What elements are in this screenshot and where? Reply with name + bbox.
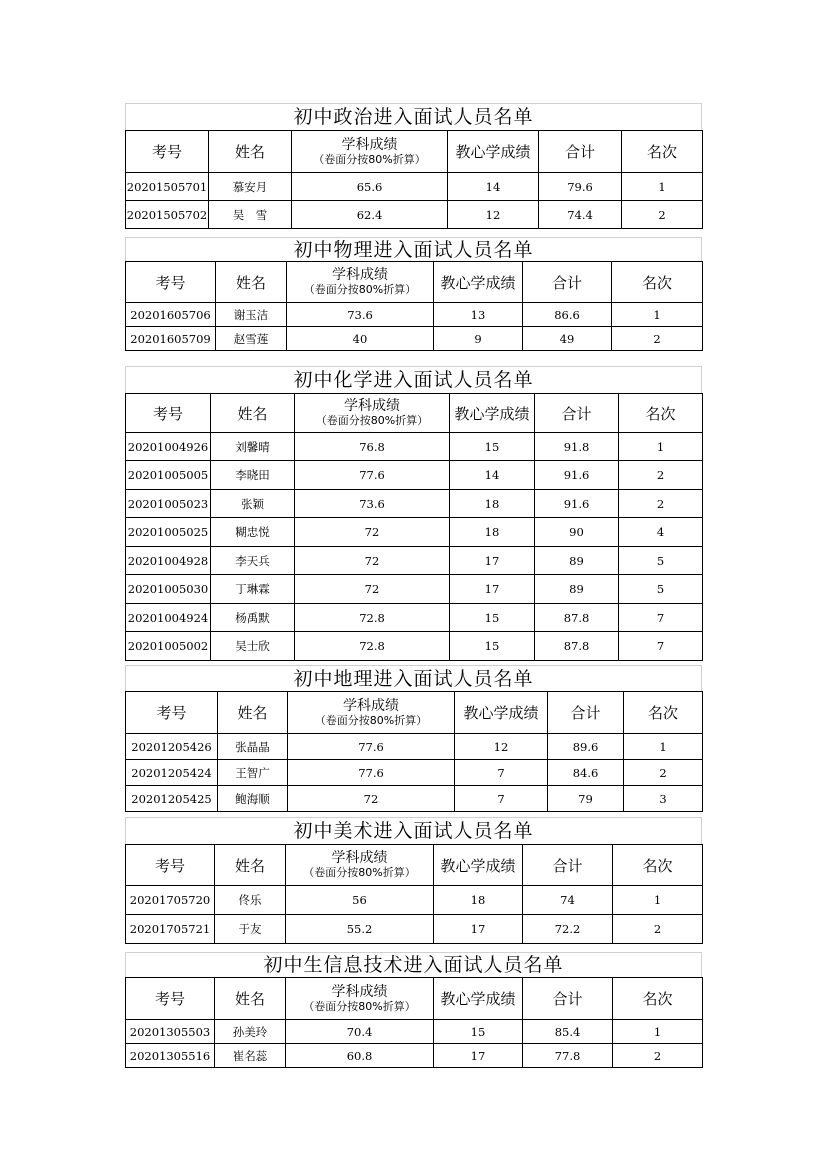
col-subject-score: 学科成绩 （卷面分按80%折算） bbox=[292, 131, 448, 173]
cell-rank: 2 bbox=[619, 490, 703, 518]
col-pedagogy: 教心学成绩 bbox=[434, 978, 523, 1020]
cell-subject-score: 65.6 bbox=[292, 173, 448, 201]
col-rank: 名次 bbox=[619, 394, 703, 433]
cell-pedagogy: 17 bbox=[434, 915, 523, 944]
header-row bbox=[126, 978, 703, 1020]
cell-id: 20201005002 bbox=[126, 632, 211, 661]
cell-name: 孙美玲 bbox=[215, 1020, 286, 1044]
cell-total: 89 bbox=[535, 547, 619, 575]
table-row bbox=[126, 490, 703, 518]
results-table bbox=[125, 691, 703, 812]
table-row bbox=[126, 518, 703, 547]
cell-rank: 1 bbox=[612, 303, 703, 327]
col-rank: 名次 bbox=[622, 131, 703, 173]
cell-total: 74.4 bbox=[539, 201, 622, 229]
table-title: 初中化学进入面试人员名单 bbox=[125, 366, 702, 394]
cell-id: 20201705721 bbox=[126, 915, 215, 944]
table-row bbox=[126, 303, 703, 327]
table-row bbox=[126, 786, 703, 812]
table-row bbox=[126, 201, 703, 229]
col-name: 姓名 bbox=[211, 394, 295, 433]
table-title: 初中政治进入面试人员名单 bbox=[125, 103, 702, 131]
cell-name: 杨禹默 bbox=[211, 604, 295, 632]
cell-id: 20201205424 bbox=[126, 760, 218, 786]
cell-name: 吴 雪 bbox=[209, 201, 292, 229]
cell-subject-score: 77.6 bbox=[288, 760, 455, 786]
table-title: 初中生信息技术进入面试人员名单 bbox=[125, 952, 702, 978]
table-row bbox=[126, 547, 703, 575]
col-name: 姓名 bbox=[209, 131, 292, 173]
cell-total: 72.2 bbox=[523, 915, 613, 944]
cell-rank: 1 bbox=[619, 433, 703, 461]
cell-name: 刘馨晴 bbox=[211, 433, 295, 461]
cell-rank: 2 bbox=[624, 760, 703, 786]
header-row bbox=[126, 262, 703, 303]
cell-name: 李天兵 bbox=[211, 547, 295, 575]
cell-total: 90 bbox=[535, 518, 619, 547]
cell-pedagogy: 18 bbox=[450, 490, 535, 518]
cell-id: 20201004926 bbox=[126, 433, 211, 461]
col-subject-score: 学科成绩 （卷面分按80%折算） bbox=[287, 262, 434, 303]
table-row bbox=[126, 760, 703, 786]
cell-pedagogy: 7 bbox=[455, 760, 548, 786]
cell-pedagogy: 7 bbox=[455, 786, 548, 812]
cell-total: 74 bbox=[523, 886, 613, 915]
cell-pedagogy: 15 bbox=[434, 1020, 523, 1044]
cell-name: 张颖 bbox=[211, 490, 295, 518]
cell-total: 85.4 bbox=[523, 1020, 613, 1044]
col-total: 合计 bbox=[535, 394, 619, 433]
cell-pedagogy: 15 bbox=[450, 632, 535, 661]
cell-id: 20201605706 bbox=[126, 303, 216, 327]
cell-total: 77.8 bbox=[523, 1044, 613, 1068]
cell-total: 79 bbox=[548, 786, 624, 812]
col-id: 考号 bbox=[126, 978, 215, 1020]
col-total: 合计 bbox=[548, 692, 624, 734]
cell-rank: 2 bbox=[612, 327, 703, 351]
table-row bbox=[126, 1020, 703, 1044]
table-row bbox=[126, 604, 703, 632]
cell-name: 于友 bbox=[215, 915, 286, 944]
col-rank: 名次 bbox=[624, 692, 703, 734]
cell-subject-score: 72 bbox=[295, 518, 450, 547]
cell-subject-score: 55.2 bbox=[286, 915, 434, 944]
header-row bbox=[126, 692, 703, 734]
cell-name: 鲍海顺 bbox=[218, 786, 288, 812]
cell-total: 87.8 bbox=[535, 632, 619, 661]
col-total: 合计 bbox=[523, 262, 612, 303]
cell-id: 20201205426 bbox=[126, 734, 218, 760]
table-title: 初中地理进入面试人员名单 bbox=[125, 665, 702, 692]
table-row bbox=[126, 915, 703, 944]
cell-name: 谢玉洁 bbox=[216, 303, 287, 327]
cell-subject-score: 73.6 bbox=[287, 303, 434, 327]
cell-subject-score: 77.6 bbox=[288, 734, 455, 760]
cell-subject-score: 72.8 bbox=[295, 632, 450, 661]
cell-pedagogy: 15 bbox=[450, 604, 535, 632]
cell-id: 20201005030 bbox=[126, 575, 211, 604]
cell-pedagogy: 17 bbox=[434, 1044, 523, 1068]
cell-name: 糊忠悦 bbox=[211, 518, 295, 547]
cell-id: 20201005005 bbox=[126, 461, 211, 490]
cell-rank: 7 bbox=[619, 604, 703, 632]
col-id: 考号 bbox=[126, 262, 216, 303]
cell-subject-score: 72.8 bbox=[295, 604, 450, 632]
col-rank: 名次 bbox=[613, 978, 703, 1020]
cell-name: 慕安月 bbox=[209, 173, 292, 201]
cell-id: 20201705720 bbox=[126, 886, 215, 915]
table-row bbox=[126, 1044, 703, 1068]
col-total: 合计 bbox=[539, 131, 622, 173]
cell-subject-score: 77.6 bbox=[295, 461, 450, 490]
col-subject-score: 学科成绩 （卷面分按80%折算） bbox=[286, 978, 434, 1020]
results-table bbox=[125, 977, 703, 1068]
col-pedagogy: 教心学成绩 bbox=[455, 692, 548, 734]
cell-pedagogy: 13 bbox=[434, 303, 523, 327]
header-row bbox=[126, 394, 703, 433]
cell-rank: 4 bbox=[619, 518, 703, 547]
cell-rank: 1 bbox=[624, 734, 703, 760]
cell-pedagogy: 18 bbox=[450, 518, 535, 547]
cell-rank: 3 bbox=[624, 786, 703, 812]
header-row bbox=[126, 131, 703, 173]
table-row bbox=[126, 327, 703, 351]
cell-subject-score: 72 bbox=[295, 575, 450, 604]
col-id: 考号 bbox=[126, 692, 218, 734]
cell-subject-score: 70.4 bbox=[286, 1020, 434, 1044]
cell-id: 20201305503 bbox=[126, 1020, 215, 1044]
cell-rank: 7 bbox=[619, 632, 703, 661]
cell-subject-score: 40 bbox=[287, 327, 434, 351]
cell-pedagogy: 17 bbox=[450, 547, 535, 575]
col-rank: 名次 bbox=[612, 262, 703, 303]
cell-name: 崔名蕊 bbox=[215, 1044, 286, 1068]
cell-name: 王智广 bbox=[218, 760, 288, 786]
cell-id: 20201505701 bbox=[126, 173, 209, 201]
cell-pedagogy: 17 bbox=[450, 575, 535, 604]
cell-rank: 1 bbox=[613, 1020, 703, 1044]
cell-id: 20201505702 bbox=[126, 201, 209, 229]
col-total: 合计 bbox=[523, 978, 613, 1020]
cell-total: 86.6 bbox=[523, 303, 612, 327]
table-row bbox=[126, 575, 703, 604]
cell-subject-score: 72 bbox=[295, 547, 450, 575]
cell-total: 49 bbox=[523, 327, 612, 351]
col-pedagogy: 教心学成绩 bbox=[434, 845, 523, 886]
col-id: 考号 bbox=[126, 394, 211, 433]
cell-rank: 2 bbox=[619, 461, 703, 490]
col-name: 姓名 bbox=[215, 845, 286, 886]
results-table bbox=[125, 261, 703, 351]
col-pedagogy: 教心学成绩 bbox=[450, 394, 535, 433]
cell-pedagogy: 18 bbox=[434, 886, 523, 915]
col-id: 考号 bbox=[126, 845, 215, 886]
cell-name: 张晶晶 bbox=[218, 734, 288, 760]
cell-name: 李晓田 bbox=[211, 461, 295, 490]
cell-name: 佟乐 bbox=[215, 886, 286, 915]
cell-total: 87.8 bbox=[535, 604, 619, 632]
col-total: 合计 bbox=[523, 845, 613, 886]
cell-rank: 1 bbox=[622, 173, 703, 201]
header-row bbox=[126, 845, 703, 886]
results-table bbox=[125, 393, 703, 661]
cell-pedagogy: 15 bbox=[450, 433, 535, 461]
col-name: 姓名 bbox=[215, 978, 286, 1020]
cell-rank: 5 bbox=[619, 575, 703, 604]
col-name: 姓名 bbox=[218, 692, 288, 734]
cell-total: 89.6 bbox=[548, 734, 624, 760]
cell-rank: 2 bbox=[613, 1044, 703, 1068]
cell-name: 丁琳霖 bbox=[211, 575, 295, 604]
cell-subject-score: 62.4 bbox=[292, 201, 448, 229]
cell-pedagogy: 12 bbox=[448, 201, 539, 229]
cell-id: 20201004928 bbox=[126, 547, 211, 575]
col-pedagogy: 教心学成绩 bbox=[448, 131, 539, 173]
col-subject-score: 学科成绩 （卷面分按80%折算） bbox=[286, 845, 434, 886]
cell-pedagogy: 9 bbox=[434, 327, 523, 351]
results-table bbox=[125, 844, 703, 944]
cell-subject-score: 73.6 bbox=[295, 490, 450, 518]
cell-id: 20201205425 bbox=[126, 786, 218, 812]
cell-total: 91.6 bbox=[535, 490, 619, 518]
cell-total: 91.6 bbox=[535, 461, 619, 490]
cell-pedagogy: 14 bbox=[450, 461, 535, 490]
table-row bbox=[126, 461, 703, 490]
cell-pedagogy: 14 bbox=[448, 173, 539, 201]
cell-total: 89 bbox=[535, 575, 619, 604]
cell-subject-score: 56 bbox=[286, 886, 434, 915]
cell-rank: 2 bbox=[622, 201, 703, 229]
cell-total: 91.8 bbox=[535, 433, 619, 461]
col-name: 姓名 bbox=[216, 262, 287, 303]
table-title: 初中物理进入面试人员名单 bbox=[125, 237, 702, 262]
cell-id: 20201605709 bbox=[126, 327, 216, 351]
col-subject-score: 学科成绩 （卷面分按80%折算） bbox=[295, 394, 450, 433]
table-row bbox=[126, 433, 703, 461]
cell-total: 79.6 bbox=[539, 173, 622, 201]
col-pedagogy: 教心学成绩 bbox=[434, 262, 523, 303]
col-rank: 名次 bbox=[613, 845, 703, 886]
col-id: 考号 bbox=[126, 131, 209, 173]
cell-id: 20201004924 bbox=[126, 604, 211, 632]
cell-subject-score: 76.8 bbox=[295, 433, 450, 461]
table-row bbox=[126, 886, 703, 915]
cell-id: 20201005023 bbox=[126, 490, 211, 518]
col-subject-score: 学科成绩 （卷面分按80%折算） bbox=[288, 692, 455, 734]
cell-rank: 5 bbox=[619, 547, 703, 575]
cell-rank: 2 bbox=[613, 915, 703, 944]
cell-subject-score: 60.8 bbox=[286, 1044, 434, 1068]
results-table bbox=[125, 130, 703, 229]
cell-id: 20201005025 bbox=[126, 518, 211, 547]
cell-pedagogy: 12 bbox=[455, 734, 548, 760]
table-title: 初中美术进入面试人员名单 bbox=[125, 817, 702, 845]
cell-total: 84.6 bbox=[548, 760, 624, 786]
table-row bbox=[126, 173, 703, 201]
cell-rank: 1 bbox=[613, 886, 703, 915]
table-row bbox=[126, 632, 703, 661]
cell-name: 吴士欣 bbox=[211, 632, 295, 661]
table-row bbox=[126, 734, 703, 760]
cell-id: 20201305516 bbox=[126, 1044, 215, 1068]
cell-subject-score: 72 bbox=[288, 786, 455, 812]
cell-name: 赵雪莲 bbox=[216, 327, 287, 351]
